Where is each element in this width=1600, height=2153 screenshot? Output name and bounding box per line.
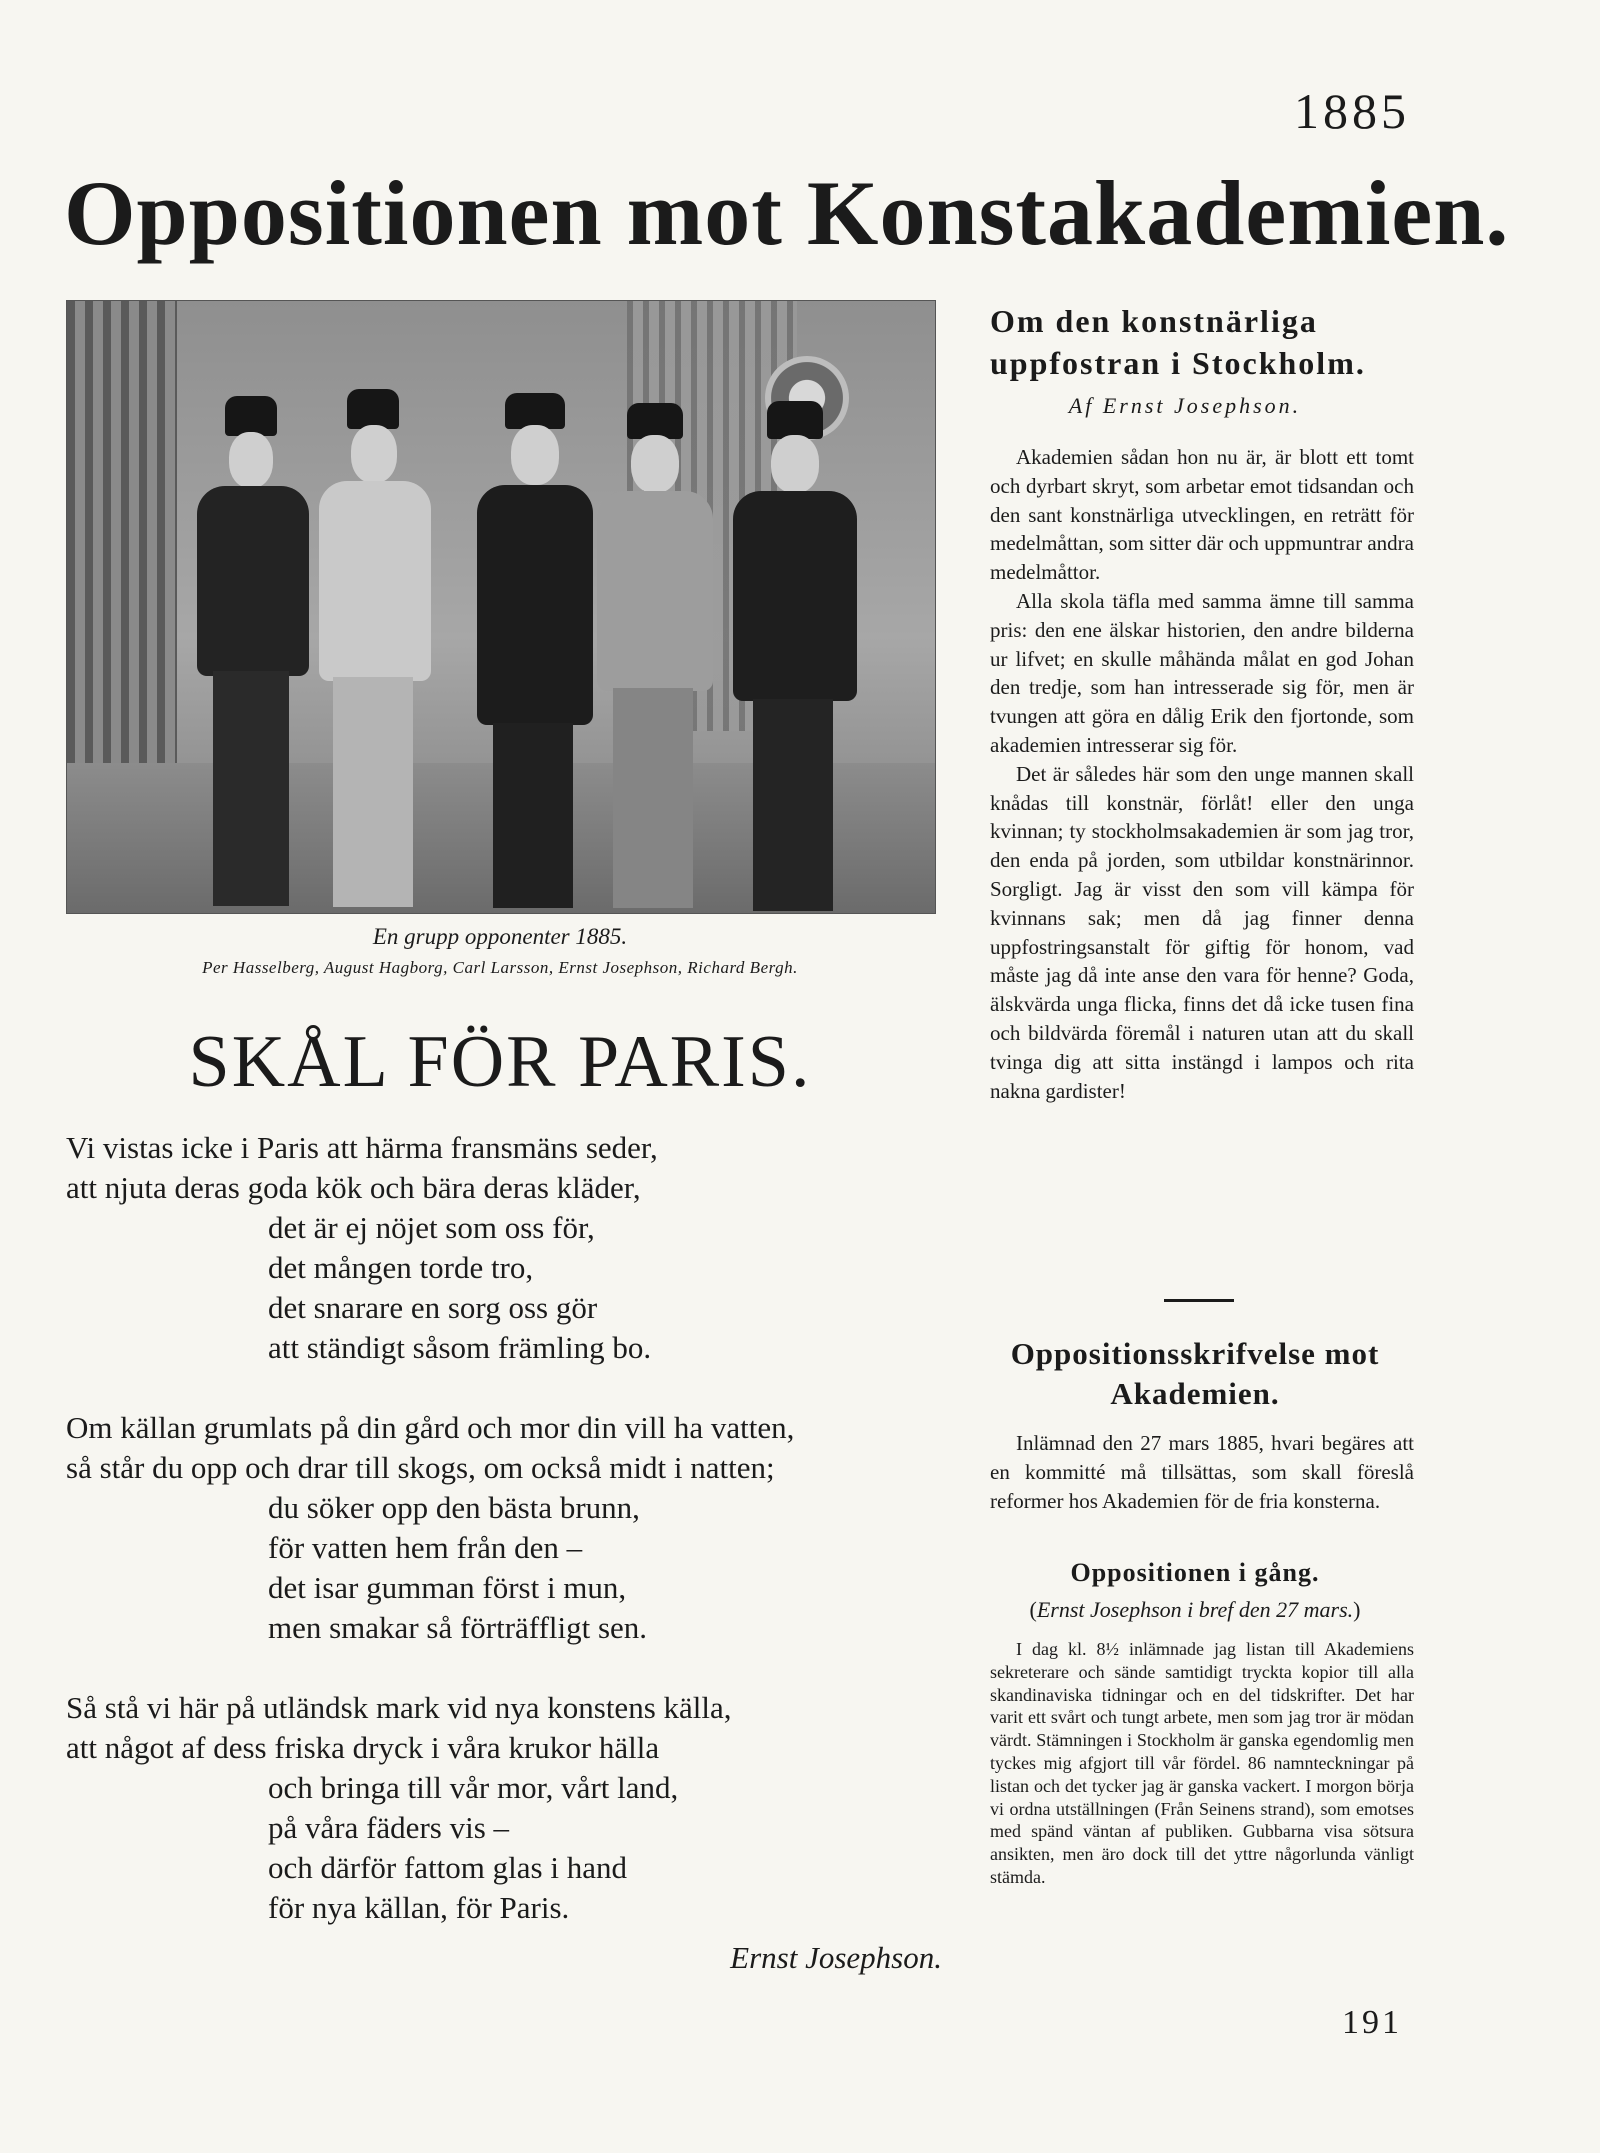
- paragraph: Inlämnad den 27 mars 1885, hvari begäres att en kommitté må tillsättas, som skall föreslå reformer hos Akademien för de fria konsterna.: [990, 1431, 1414, 1513]
- poem-line: du söker opp den bästa brunn,: [268, 1490, 640, 1525]
- poem-line: på våra fäders vis –: [268, 1810, 510, 1845]
- page-year: 1885: [1294, 83, 1410, 139]
- article-byline: Af Ernst Josephson.: [1068, 393, 1302, 418]
- article-byline-letter: (Ernst Josephson i bref den 27 mars.): [1029, 1597, 1361, 1622]
- paragraph: Akademien sådan hon nu är, är blott ett tomt och dyrbart skryt, som arbetar emot tidsandan och den sant konstnärliga utvecklingen, en reträtt för medelmåttan, som sitter där och uppmuntrar andra medelmåttor.: [990, 445, 1414, 585]
- poem-line: att njuta deras goda kök och bära deras kläder,: [66, 1170, 641, 1205]
- photo-caption: En grupp opponenter 1885.: [372, 924, 628, 949]
- photo-caption-names: Per Hasselberg, August Hagborg, Carl Larsson, Ernst Josephson, Richard Bergh.: [202, 958, 798, 977]
- article-body-oppositionen-i-gang: [990, 1638, 1414, 1889]
- poem-line: det mången torde tro,: [268, 1250, 534, 1285]
- poem-line: så står du opp och drar till skogs, om också midt i natten;: [66, 1450, 775, 1485]
- poem-line: för nya källan, för Paris.: [268, 1890, 570, 1925]
- group-photograph: [66, 300, 936, 914]
- poem-stanza-1: [66, 1128, 946, 1368]
- article-heading-oppositionen-i-gang: Oppositionen i gång.: [1070, 1558, 1320, 1587]
- letter-source: Ernst Josephson i bref den 27 mars.: [1036, 1597, 1354, 1622]
- poem-body: [66, 1128, 946, 1968]
- figure-3: [467, 393, 597, 908]
- article-body-oppositionsskrifvelse: [990, 1429, 1414, 1515]
- poem-line: Om källan grumlats på din gård och mor din vill ha vatten,: [66, 1410, 795, 1445]
- paragraph: Det är således här som den unge mannen skall knådas till konstnär, förlåt! eller den unga kvinnan; ty stockholmsakademien är som jag tror, den enda på jorden, som utbildar konstnärinnor. Sorgligt. Jag är visst den som vill kämpa för kvinnans sak; men då jag finner denna uppfostringsanstalt för giftig för honom, vad måste jag då inte anse den vara för henne? Goda, älskvärda unga flicka, finns det då icke tusen fina och bildvärda föremål i naturen utan att du skall tvinga dig att sitta instängd i lampos och rita nakna gardister!: [990, 761, 1414, 1103]
- poem-line: att något af dess friska dryck i våra krukor hälla: [66, 1730, 660, 1765]
- poem-line: det är ej nöjet som oss för,: [268, 1210, 595, 1245]
- poem-line: att ständigt såsom främling bo.: [268, 1330, 652, 1365]
- poem-stanza-2: [66, 1408, 946, 1648]
- page-title: Oppositionen mot Konstakademien.: [64, 162, 1510, 264]
- figure-5: [717, 401, 867, 911]
- figure-2: [307, 389, 437, 909]
- poem-stanza-3: [66, 1688, 946, 1928]
- poem-line: men smakar så förträffligt sen.: [268, 1610, 648, 1645]
- poem-author: Ernst Josephson.: [730, 1940, 942, 1975]
- poem-line: det isar gumman först i mun,: [268, 1570, 627, 1605]
- poem-line: och därför fattom glas i hand: [268, 1850, 627, 1885]
- paragraph: I dag kl. 8½ inlämnade jag listan till Akademiens sekreterare och sände samtidigt tryckta kopior till alla skandinaviska tidningar och en del tidskrifter. Det har varit ett svårt och tungt arbete, men som jag tror är mödan värdt. Stämningen i Stockholm är ganska egendomlig men tyckes mig afgjort till vår fördel. 86 namnteckningar på listan och det tycker jag är ganska vackert. I morgon börja vi ordna utställningen (Från Seinens strand), som emotses med spänd väntan af publiken. Gubbarna visa sötsura ansikten, men äro dock till det yttre någorlunda vänligt stämda.: [990, 1639, 1414, 1887]
- page-number: 191: [1342, 2004, 1402, 2041]
- poem-line: det snarare en sorg oss gör: [268, 1290, 598, 1325]
- poem-line: Vi vistas icke i Paris att härma fransmäns seder,: [66, 1130, 658, 1165]
- poem-line: och bringa till vår mor, vårt land,: [268, 1770, 679, 1805]
- poem-line: Så stå vi här på utländsk mark vid nya konstens källa,: [66, 1690, 732, 1725]
- poem-title: SKÅL FÖR PARIS.: [188, 1021, 812, 1103]
- article-body-konstnarliga-uppfostran: [990, 443, 1414, 1105]
- poem-line: för vatten hem från den –: [268, 1530, 583, 1565]
- article-heading-oppositionsskrifvelse: Oppositionsskrifvelse mot Akademien.: [1010, 1336, 1380, 1411]
- section-divider: [1164, 1299, 1234, 1302]
- article-heading-konstnarliga-uppfostran: Om den konstnärliga uppfostran i Stockholm.: [990, 303, 1366, 381]
- figure-1: [177, 396, 317, 906]
- paragraph: Alla skola täfla med samma ämne till samma pris: den ene älskar historien, den andre bilderna ur lifvet; en skulle måhända målat en god Johan den tredje, som han intresserade sig för, men är tvungen att göra en dålig Erik den fjortonde, som akademien intresserar sig för.: [990, 588, 1414, 757]
- figure-4: [587, 403, 717, 908]
